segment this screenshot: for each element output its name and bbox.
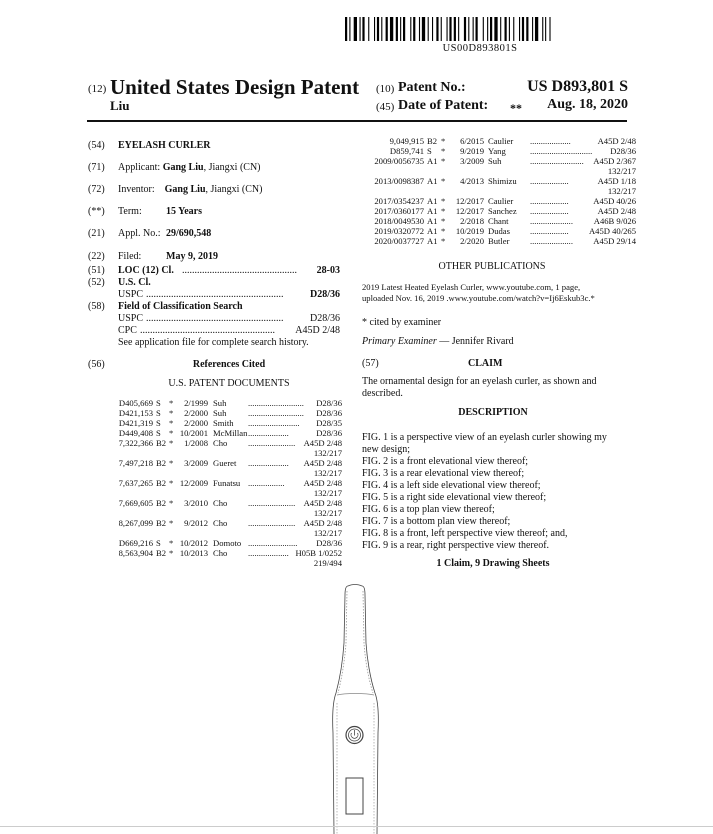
reference-name: Cho (213, 518, 228, 528)
uspc-label: USPC (118, 289, 144, 300)
description-line: new design; (362, 444, 411, 455)
barcode-bar (509, 17, 510, 41)
inventor-line (118, 184, 262, 196)
term-code: (**) (88, 206, 105, 217)
barcode-bar (447, 17, 448, 41)
applicant-line (118, 162, 261, 174)
reference-dots: ................... (248, 548, 289, 558)
reference-star: * (441, 236, 446, 246)
filed-label: Filed: (118, 251, 142, 262)
reference-name: McMillan (213, 428, 248, 438)
refs-title: References Cited (192, 359, 266, 370)
barcode-bar (505, 17, 507, 41)
reference-kind: A1 (427, 206, 438, 216)
barcode-bar (422, 17, 425, 41)
claim-text-line-1: The ornamental design for an eyelash curler, as shown and (362, 376, 597, 387)
field-uspc-label: USPC (118, 313, 144, 324)
reference-name: Cho (213, 498, 228, 508)
date-mark: ** (510, 101, 522, 115)
reference-date: 3/2010 (184, 498, 208, 508)
reference-kind: B2 (156, 478, 167, 488)
description-list (362, 432, 632, 552)
reference-date: 9/2019 (460, 146, 484, 156)
loc-code: (51) (88, 265, 105, 276)
description-line: FIG. 4 is a left side elevational view thereof; (362, 480, 541, 491)
barcode-bar (458, 17, 459, 41)
barcode-bar (354, 17, 357, 41)
reference-subclass: 132/217 (607, 186, 636, 196)
reference-date: 9/2012 (184, 518, 208, 528)
description-line: FIG. 1 is a perspective view of an eyelash curler showing my (362, 432, 607, 443)
barcode-bar (449, 17, 451, 41)
barcode-bar (468, 17, 469, 41)
reference-dots: ......................... (530, 156, 584, 166)
patent-type-title: United States Design Patent (110, 75, 360, 99)
reference-star: * (169, 438, 174, 448)
header-rule (87, 120, 627, 122)
barcode-bar (490, 17, 492, 41)
reference-name: Cho (213, 548, 228, 558)
reference-no: 2009/0056735 (374, 156, 424, 166)
reference-date: 2/2018 (460, 216, 484, 226)
barcode-bar (432, 17, 433, 41)
reference-no: 7,669,605 (118, 498, 153, 508)
reference-kind: A1 (427, 176, 438, 186)
reference-star: * (441, 226, 446, 236)
reference-cls: A45D 1/18 (597, 176, 636, 186)
reference-dots: ............................. (530, 146, 593, 156)
reference-subclass: 219/494 (313, 558, 342, 568)
reference-cls: D28/36 (316, 398, 342, 408)
term-value: 15 Years (166, 206, 203, 217)
reference-kind: B2 (156, 518, 167, 528)
examiner-label: Primary Examiner (362, 336, 437, 347)
title-code: (54) (88, 140, 105, 151)
reference-kind: B2 (427, 136, 438, 146)
barcode-bar (500, 17, 501, 41)
reference-dots: .................. (530, 226, 569, 236)
left-references-list (108, 398, 342, 598)
reference-cls: D28/35 (316, 418, 342, 428)
reference-name: Caulier (488, 196, 514, 206)
reference-date: 3/2009 (184, 458, 208, 468)
reference-dots: ...................... (248, 438, 296, 448)
claim-text-line-2: described. (362, 388, 403, 399)
reference-cls: A45D 40/265 (588, 226, 636, 236)
examiner-name: — Jennifer Rivard (436, 336, 514, 347)
reference-subclass: 132/217 (313, 528, 342, 538)
reference-kind: S (156, 538, 161, 548)
reference-no: 8,563,904 (118, 548, 153, 558)
uspc-dots: ....................................................... (146, 289, 284, 300)
barcode-bar (487, 17, 488, 41)
appl-label: Appl. No.: (118, 228, 161, 239)
barcode-bar (386, 17, 388, 41)
reference-name: Gueret (213, 458, 237, 468)
reference-no: 7,497,218 (118, 458, 153, 468)
description-line: FIG. 9 is a rear, right perspective view thereof. (362, 540, 550, 551)
examiner-line (362, 336, 514, 348)
reference-dots: ...................... (248, 518, 296, 528)
reference-kind: S (156, 408, 161, 418)
reference-cls: D28/36 (316, 538, 342, 548)
reference-cls: A45D 2/48 (303, 498, 342, 508)
reference-name: Cho (213, 438, 228, 448)
description-line: FIG. 5 is a right side elevational view thereof; (362, 492, 547, 503)
reference-kind: B2 (156, 548, 167, 558)
other-pub-line-1: 2019 Latest Heated Eyelash Curler, www.youtube.com, 1 page, (362, 282, 581, 292)
reference-dots: .......................... (248, 398, 304, 408)
reference-kind: S (156, 418, 161, 428)
reference-kind: B2 (156, 458, 167, 468)
reference-dots: .................... (530, 216, 573, 226)
reference-date: 1/2008 (184, 438, 208, 448)
page-bottom-edge (0, 826, 713, 827)
barcode-bar (513, 17, 514, 41)
reference-date: 2/2020 (460, 236, 484, 246)
description-title: DESCRIPTION (458, 407, 528, 418)
reference-no: 9,049,915 (389, 136, 424, 146)
reference-dots: ....................... (248, 538, 298, 548)
filed-code: (22) (88, 251, 105, 262)
loc-label: LOC (12) Cl. (118, 265, 174, 276)
reference-kind: A1 (427, 156, 438, 166)
reference-name: Suh (488, 156, 502, 166)
barcode-bar (549, 17, 550, 41)
reference-name: Dudas (488, 226, 510, 236)
reference-no: D859,741 (389, 146, 424, 156)
reference-cls: A45D 2/367 (593, 156, 636, 166)
reference-star: * (169, 478, 174, 488)
barcode-bar (368, 17, 369, 41)
barcode-bar (476, 17, 478, 41)
reference-date: 2/2000 (184, 418, 208, 428)
reference-star: * (169, 428, 174, 438)
description-line: FIG. 7 is a bottom plan view thereof; (362, 516, 511, 527)
field-uspc-value: D28/36 (310, 313, 340, 324)
reference-dots: .................. (530, 176, 569, 186)
reference-date: 12/2009 (179, 478, 208, 488)
barcode-bar (519, 17, 520, 41)
barcode-bar (454, 17, 456, 41)
reference-name: Shimizu (488, 176, 517, 186)
reference-dots: .................... (530, 236, 573, 246)
reference-star: * (441, 136, 446, 146)
reference-no: D421,319 (118, 418, 153, 428)
reference-star: * (169, 498, 174, 508)
barcode-bar (396, 17, 398, 41)
reference-no: D449,408 (118, 428, 153, 438)
barcode-bar (377, 17, 379, 41)
reference-no: 2017/0360177 (374, 206, 424, 216)
reference-kind: B2 (156, 438, 167, 448)
reference-cls: A45D 29/14 (593, 236, 636, 246)
reference-star: * (169, 548, 174, 558)
reference-name: Yang (488, 146, 506, 156)
reference-date: 2/2000 (184, 408, 208, 418)
reference-no: 2018/0049530 (374, 216, 424, 226)
inventor-label: Inventor: (118, 184, 155, 195)
reference-kind: A1 (427, 236, 438, 246)
reference-cls: D28/36 (316, 428, 342, 438)
barcode-bar (526, 17, 528, 41)
reference-star: * (441, 216, 446, 226)
uscl-code: (52) (88, 277, 105, 288)
reference-dots: ........................ (248, 418, 300, 428)
reference-no: 8,267,099 (118, 518, 153, 528)
patent-number: US D893,801 S (527, 78, 628, 95)
barcode-bar (381, 17, 382, 41)
patent-no-label: Patent No.: (398, 80, 466, 95)
barcode-bar (542, 17, 543, 41)
description-line: FIG. 8 is a front, left perspective view thereof; and, (362, 528, 568, 539)
reference-kind: S (156, 428, 161, 438)
reference-name: Suh (213, 398, 227, 408)
reference-date: 10/2001 (179, 428, 208, 438)
applicant-location: , Jiangxi (CN) (203, 162, 261, 173)
reference-star: * (169, 518, 174, 528)
design-title: EYELASH CURLER (118, 140, 211, 151)
barcode-bar (464, 17, 466, 41)
reference-no: 2013/0098387 (374, 176, 424, 186)
reference-star: * (169, 398, 174, 408)
inventor-location: , Jiangxi (CN) (205, 184, 263, 195)
reference-subclass: 132/217 (313, 488, 342, 498)
reference-date: 4/2013 (460, 176, 484, 186)
reference-name: Sanchez (488, 206, 517, 216)
appl-number: 29/690,548 (166, 228, 212, 239)
reference-date: 6/2015 (460, 136, 484, 146)
reference-date: 12/2017 (455, 196, 484, 206)
barcode-bar (362, 17, 364, 41)
other-pub-line-2: uploaded Nov. 16, 2019 .www.youtube.com/watch?v=Ij6Eskub3c.* (362, 293, 595, 303)
field-uspc-dots: ....................................................... (146, 313, 284, 324)
description-line: FIG. 6 is a top plan view thereof; (362, 504, 495, 515)
reference-cls: A45D 2/48 (597, 136, 636, 146)
uscl-label: U.S. Cl. (118, 277, 151, 288)
claims-summary: 1 Claim, 9 Drawing Sheets (436, 558, 550, 569)
reference-cls: A45D 40/26 (593, 196, 636, 206)
reference-no: D421,153 (118, 408, 153, 418)
barcode-bar (436, 17, 438, 41)
loc-value: 28-03 (316, 265, 340, 276)
reference-no: 2017/0354237 (374, 196, 424, 206)
date-of-patent-label: Date of Patent: (398, 98, 489, 113)
inventor-name: Gang Liu (164, 184, 206, 195)
reference-no: 2020/0037727 (374, 236, 424, 246)
reference-cls: A45D 2/48 (303, 458, 342, 468)
barcode-bar (428, 17, 429, 41)
reference-date: 12/2017 (455, 206, 484, 216)
barcode-bar (522, 17, 524, 41)
reference-cls: H05B 1/0252 (295, 548, 342, 558)
claim-title: CLAIM (468, 358, 503, 369)
right-references-list (362, 136, 642, 246)
inventor-surname: Liu (110, 98, 130, 113)
reference-dots: ................... (248, 458, 289, 468)
reference-no: D669,216 (118, 538, 153, 548)
code-10: (10) (376, 83, 395, 95)
barcode-bar (390, 17, 393, 41)
us-docs-title: U.S. PATENT DOCUMENTS (168, 378, 290, 389)
loc-dots: .............................................. (182, 265, 297, 276)
barcode-bar (473, 17, 474, 41)
reference-subclass: 132/217 (313, 508, 342, 518)
reference-kind: S (156, 398, 161, 408)
barcode-bar (413, 17, 415, 41)
barcode-bar (403, 17, 405, 41)
applicant-name: Gang Liu (162, 162, 204, 173)
barcode-number: US00D893801S (442, 43, 518, 54)
barcode-bar (483, 17, 484, 41)
inventor-code: (72) (88, 184, 105, 195)
reference-cls: D28/36 (610, 146, 636, 156)
barcode-bar (345, 17, 347, 41)
reference-dots: .................. (530, 206, 569, 216)
reference-kind: S (427, 146, 432, 156)
barcode-bar (535, 17, 538, 41)
code-45: (45) (376, 101, 395, 113)
reference-dots: .......................... (248, 408, 304, 418)
description-line: FIG. 3 is a rear elevational view thereof; (362, 468, 525, 479)
reference-star: * (169, 538, 174, 548)
reference-subclass: 132/217 (607, 166, 636, 176)
claim-code: (57) (362, 358, 379, 369)
reference-cls: D28/36 (316, 408, 342, 418)
reference-kind: A1 (427, 226, 438, 236)
reference-date: 2/1999 (184, 398, 208, 408)
field-code: (58) (88, 301, 105, 312)
reference-star: * (441, 146, 446, 156)
reference-kind: B2 (156, 498, 167, 508)
field-cpc-value: A45D 2/48 (295, 325, 340, 336)
reference-no: 7,322,366 (118, 438, 153, 448)
reference-name: Smith (213, 418, 234, 428)
reference-cls: A45D 2/48 (303, 478, 342, 488)
reference-star: * (169, 408, 174, 418)
reference-date: 3/2009 (460, 156, 484, 166)
reference-dots: ................... (530, 136, 571, 146)
barcode-bar (360, 17, 361, 41)
reference-no: 7,637,265 (118, 478, 153, 488)
field-cpc-dots: ...................................................... (140, 325, 275, 336)
barcode-bar (400, 17, 401, 41)
reference-name: Domoto (213, 538, 242, 548)
cited-by-examiner: * cited by examiner (362, 317, 442, 328)
barcode-bar (494, 17, 497, 41)
reference-star: * (441, 196, 446, 206)
field-cpc-label: CPC (118, 325, 137, 336)
eyelash-curler-drawing (300, 583, 410, 834)
other-publications-title: OTHER PUBLICATIONS (438, 261, 546, 272)
reference-dots: ................. (248, 478, 285, 488)
barcode-bar (441, 17, 442, 41)
reference-name: Caulier (488, 136, 514, 146)
reference-date: 10/2012 (179, 538, 208, 548)
barcode-bar (410, 17, 411, 41)
filed-date: May 9, 2019 (166, 251, 218, 262)
appl-code: (21) (88, 228, 105, 239)
barcode-bar (374, 17, 375, 41)
reference-kind: A1 (427, 216, 438, 226)
description-line: FIG. 2 is a front elevational view thereof; (362, 456, 529, 467)
reference-cls: A45D 2/48 (597, 206, 636, 216)
reference-star: * (169, 418, 174, 428)
applicant-code: (71) (88, 162, 105, 173)
barcode-bar (349, 17, 350, 41)
reference-name: Chant (488, 216, 509, 226)
reference-cls: A45D 2/48 (303, 518, 342, 528)
uspc-value: D28/36 (310, 289, 340, 300)
term-label: Term: (118, 206, 142, 217)
reference-dots: ................... (248, 428, 289, 438)
reference-kind: A1 (427, 196, 438, 206)
reference-no: 2019/0320772 (374, 226, 424, 236)
barcode-bar (419, 17, 420, 41)
reference-dots: .................. (530, 196, 569, 206)
patent-date: Aug. 18, 2020 (547, 97, 628, 112)
reference-star: * (441, 176, 446, 186)
barcode-bar (532, 17, 533, 41)
refs-code: (56) (88, 359, 105, 370)
barcode-bar (545, 17, 546, 41)
applicant-label: Applicant: (118, 162, 161, 173)
reference-cls: A46B 9/026 (593, 216, 636, 226)
code-12: (12) (88, 83, 107, 95)
reference-date: 10/2019 (455, 226, 484, 236)
reference-name: Funatsu (213, 478, 241, 488)
reference-subclass: 132/217 (313, 448, 342, 458)
reference-dots: ...................... (248, 498, 296, 508)
field-note: See application file for complete search history. (118, 337, 309, 348)
reference-name: Suh (213, 408, 227, 418)
field-label: Field of Classification Search (118, 301, 243, 312)
reference-no: D405,669 (118, 398, 153, 408)
reference-cls: A45D 2/48 (303, 438, 342, 448)
reference-star: * (169, 458, 174, 468)
reference-date: 10/2013 (179, 548, 208, 558)
reference-star: * (441, 156, 446, 166)
barcode (345, 17, 613, 41)
reference-name: Butler (488, 236, 510, 246)
reference-subclass: 132/217 (313, 468, 342, 478)
reference-star: * (441, 206, 446, 216)
